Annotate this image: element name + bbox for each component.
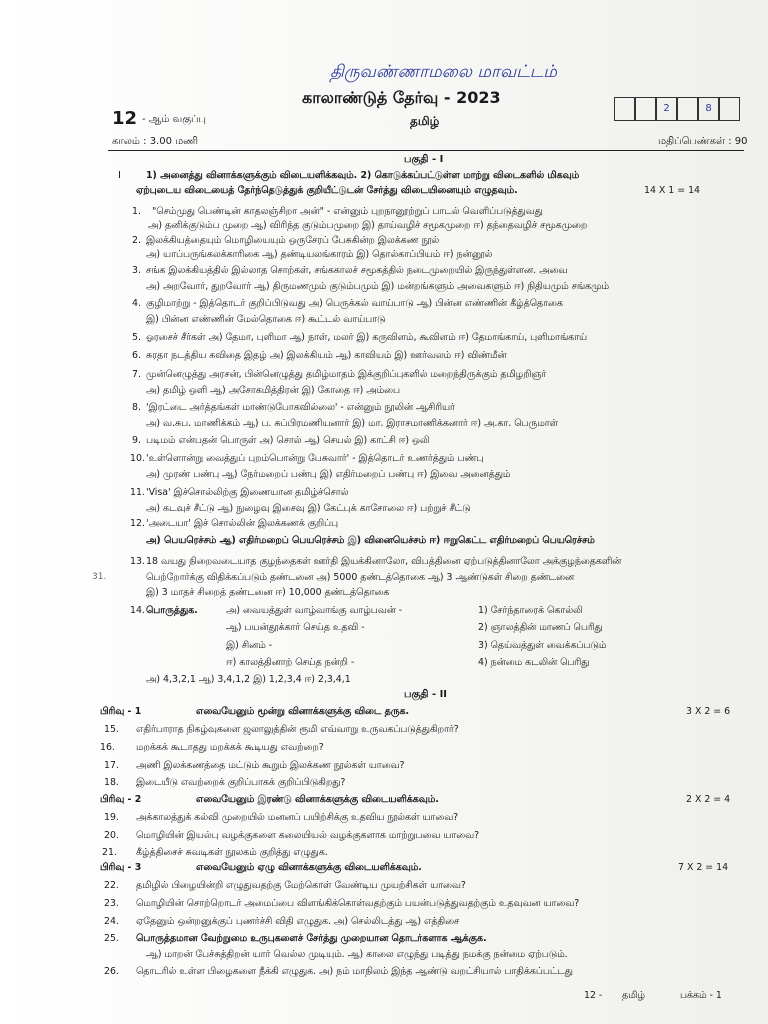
question-text: அக்காலத்துக் கல்வி முறையில் மனனப் பயிற்சிக்கு உதவிய நூல்கள் யாவை? <box>136 812 459 823</box>
question-options: பெற்றோர்க்கு விதிக்கப்படும் தண்டனை அ) 5000 தண்டத்தொகை ஆ) 3 ஆண்டுகள் சிறை தண்டனை <box>146 572 575 583</box>
q-number: 18. <box>104 777 119 788</box>
part1-marks: 14 X 1 = 14 <box>644 185 701 196</box>
q-number: 15. <box>104 724 119 735</box>
regno-box <box>677 97 698 121</box>
question-text: ஓரசைச் சீர்கள் அ) தேமா, புளிமா ஆ) நாள், மலர் இ) கருவிளம், கூவிளம் ஈ) தேமாங்காய், புளிமாங்காய் <box>146 332 588 343</box>
footer-page: பக்கம் - 1 <box>680 990 722 1001</box>
question-text: 'இரட்டை அர்த்தங்கள் மாண்டுபோகவில்லை' - என்னும் நூலின் ஆசிரியர் <box>146 402 455 413</box>
class-label: - ஆம் வகுப்பு <box>142 114 206 125</box>
q-number: 10. <box>130 453 145 464</box>
match-right: 2) ஞாலத்தின் மாணப் பெரிது <box>478 622 603 633</box>
regno-box: 2 <box>656 97 677 121</box>
part1-instruction-1: 1) அனைத்து வினாக்களுக்கும் விடையளிக்கவும். 2) கொடுக்கப்பட்டுள்ள மாற்று விடைகளில் மிகவும் <box>146 170 580 181</box>
question-text: 'Visa' இச்சொல்லிற்கு இணையான தமிழ்ச்சொல் <box>146 487 349 498</box>
question-text: பொருத்துக. <box>146 605 198 616</box>
q-number: 13. <box>130 556 145 567</box>
q-number: 11. <box>130 487 145 498</box>
question-text: சங்க இலக்கியத்தில் இல்லாத சொற்கள், சங்ககாலச் சமூகத்தில் நடைமுறையில் இருந்துள்ளன. அவை <box>146 265 568 276</box>
regno-box <box>635 97 656 121</box>
q-number: 14. <box>130 605 145 616</box>
question-options: ஆ) மாறன் பேச்சுத்திறன் யார் வெல்ல முடியும். ஆ) காலை எழுந்து படித்து நமக்கு நன்மை ஏற்படும். <box>146 949 568 960</box>
part1-instruction-2: ஏற்புடைய விடையைத் தேர்ந்தெடுத்துக் குறியீட்டுடன் சேர்த்து விடையினையும் எழுதவும். <box>136 185 518 196</box>
question-text: மறக்கக் கூடாதது மறக்கக் கூடியது எவற்றை? <box>136 742 324 753</box>
question-options: அ) கடவுச் சீட்டு ஆ) நுழைவு இசைவு இ) கேட்புக் காசோலை ஈ) பற்றுச் சீட்டு <box>146 503 471 514</box>
question-text: குழிமாற்று - இத்தொடர் குறிப்பிடுவது அ) பெருக்கல் வாய்பாடு ஆ) பின்ன எண்ணின் கீழ்த்தொகை <box>146 298 563 309</box>
margin-note: 31. <box>92 572 107 582</box>
footer-class: 12 - <box>584 990 603 1001</box>
question-options: அ) யாப்பருங்கலக்காரிகை ஆ) தண்டியலங்காரம் இ) தொல்காப்பியம் ஈ) நன்னூல் <box>146 249 493 260</box>
match-right: 4) நன்மை கடலின் பெரிது <box>478 657 590 668</box>
class-number: 12 <box>112 108 138 129</box>
section-marks: 3 X 2 = 6 <box>686 706 731 717</box>
question-options: அ) தனிக்குடும்ப முறை ஆ) விரிந்த குடும்பமுறை இ) தாய்வழிச் சமூகமுறை ஈ) தந்தைவழிச் சமூகமுறை <box>148 220 588 231</box>
question-options: இ) பின்ன எண்ணின் மேல்தொகை ஈ) கூட்டல் வாய்பாடு <box>146 314 386 325</box>
q-number: 1. <box>132 206 141 217</box>
question-text: தமிழில் பிழையின்றி எழுதுவதற்கு மேற்கொள் வேண்டிய முயற்சிகள் யாவை? <box>136 880 466 891</box>
section-label: பிரிவு - 3 <box>100 862 142 873</box>
question-options: அ) அறவோர், துறவோர் ஆ) திருமணமும் குடும்பமும் இ) மன்றங்களும் அவைகளும் ஈ) நிதியமும் சங்கமும் <box>146 281 610 292</box>
total-marks: மதிப்பெண்கள் : 90 <box>658 136 748 147</box>
q-number: 4. <box>132 298 141 309</box>
question-text: பொருத்தமான வேற்றுமை உருபுகளைச் சேர்த்து முறையான தொடர்களாக ஆக்குக. <box>136 933 487 944</box>
question-text: எதிர்பாராத நிகழ்வுகளை ஜலாலுத்தின் ரூமி எவ்வாறு உருவகப்படுத்துகிறார்? <box>136 724 459 735</box>
footer-subject: தமிழ் <box>622 990 645 1001</box>
q-number: 23. <box>104 898 119 909</box>
q-number: 26. <box>104 966 119 977</box>
match-left: இ) சினம் - <box>226 640 273 651</box>
question-text: 18 வயது நிறைவடையாத குழந்தைகள் ஊர்தி இயக்கினாலோ, விபத்தினை ஏற்படுத்தினாலோ அக்குழந்தைகளின் <box>146 556 622 567</box>
section-instruction: எவையேனும் ஏழு வினாக்களுக்கு விடையளிக்கவும். <box>196 862 422 873</box>
regno-box <box>614 97 635 121</box>
question-options: அ) முரண் பண்பு ஆ) நேர்மறைப் பண்பு இ) எதிர்மறைப் பண்பு ஈ) இவை அனைத்தும் <box>146 469 511 480</box>
match-left: அ) வையத்துள் வாழ்வாங்கு வாழ்பவன் - <box>226 605 403 616</box>
section-label: பிரிவு - 1 <box>100 706 142 717</box>
subject-title: தமிழ் <box>410 114 440 128</box>
question-text: 'உள்ளொன்று வைத்துப் புறம்பொன்று பேசுவார்' - இத்தொடர் உணர்த்தும் பண்பு <box>146 453 484 464</box>
q-number: 19. <box>104 812 119 823</box>
q-number: 6. <box>132 350 141 361</box>
regno-box: 8 <box>698 97 719 121</box>
section-label: பிரிவு - 2 <box>100 794 142 805</box>
match-right: 1) சேர்ந்தாரைக் கொல்லி <box>478 605 583 616</box>
question-text: மொழியின் சொற்றொடர் அமைப்பை விளங்கிக்கொள்வதற்கும் பயன்படுத்துவதற்கும் உதவுவன யாவை? <box>136 898 580 909</box>
question-text: முன்னெழுத்து அரசன், பின்னெழுத்து தமிழ்மாதம் இக்குறிப்புகளில் மறைந்திருக்கும் தமிழறிஞர் <box>146 369 547 380</box>
section-instruction: எவையேனும் மூன்று வினாக்களுக்கு விடை தருக. <box>196 706 410 717</box>
question-text: அணி இலக்கணத்தை மட்டும் கூறும் இலக்கண நூல்கள் யாவை? <box>136 760 405 771</box>
section-marks: 7 X 2 = 14 <box>678 862 729 873</box>
question-text: ஏதேனும் ஒன்றனுக்குப் புணர்ச்சி விதி எழுதுக. அ) செல்லிடத்து ஆ) எத்திசை <box>136 916 460 927</box>
question-text: இலக்கியத்தையும் மொழியையும் ஒருசேரப் பேசுகின்ற இலக்கண நூல் <box>146 235 440 246</box>
question-text: படிமம் என்பதன் பொருள் அ) சொல் ஆ) செயல் இ) காட்சி ஈ) ஒலி <box>146 435 430 446</box>
part1-heading: பகுதி - I <box>404 154 444 165</box>
question-text: மொழியின் இயல்பு வழக்குகளை கலையியல் வழக்குகளாக மாற்றுபவை யாவை? <box>136 830 480 841</box>
regno-box <box>719 97 740 121</box>
q-number: 21. <box>102 847 117 858</box>
q-number: 8. <box>132 402 141 413</box>
q-number: 3. <box>132 265 141 276</box>
exam-time: காலம் : 3.00 மணி <box>112 136 199 147</box>
q-number: 9. <box>132 435 141 446</box>
q-number: 2. <box>132 235 141 246</box>
q-number: 17. <box>104 760 119 771</box>
match-right: 3) தெய்வத்துள் வைக்கப்படும் <box>478 640 607 651</box>
match-left: ஆ) பயன்தூக்கார் செய்த உதவி - <box>226 622 365 633</box>
question-text: கீழ்த்திசைச் சுவடிகள் நூலகம் குறித்து எழுதுக. <box>136 847 328 858</box>
question-options: அ) தமிழ் ஒளி ஆ) அசோகமித்திரன் இ) கோதை ஈ) அம்பை <box>146 385 401 396</box>
part2-heading: பகுதி - II <box>404 689 448 700</box>
q-number: 20. <box>104 830 119 841</box>
section-marks: 2 X 2 = 4 <box>686 794 731 805</box>
question-text: "செம்முது பெண்டின் காதலஞ்சிறா அன்" - என்னும் புறநானூற்றுப் பாடல் வெளிப்படுத்துவது <box>152 206 543 217</box>
question-options: அ) பெயரெச்சம் ஆ) எதிர்மறைப் பெயரெச்சம் இ) வினையெச்சம் ஈ) ஈறுகெட்ட எதிர்மறைப் பெயரெச்சம் <box>146 535 595 546</box>
question-text: தொடரில் உள்ள பிழைகளை நீக்கி எழுதுக. அ) நம் மாநிலம் இந்த ஆண்டு வறட்சியால் பாதிக்கப்பட்டது <box>136 966 573 977</box>
district-handwriting: திருவண்ணாமலை மாவட்டம் <box>330 62 557 82</box>
part1-roman: I <box>118 170 121 181</box>
exam-title: காலாண்டுத் தேர்வு - 2023 <box>302 88 501 107</box>
q-number: 25. <box>104 933 119 944</box>
question-options: அ) 4,3,2,1 ஆ) 3,4,1,2 இ) 1,2,3,4 ஈ) 2,3,4,1 <box>146 674 351 685</box>
question-options: அ) வ.சுப. மாணிக்கம் ஆ) ப. சுப்பிரமணியனார் இ) மா. இராசமாணிக்கனார் ஈ) அ.கா. பெருமாள் <box>146 418 559 429</box>
q-number: 5. <box>132 332 141 343</box>
header-rule <box>108 150 744 151</box>
question-text: சுரதா நடத்திய கவிதை இதழ் அ) இலக்கியம் ஆ) காவியம் இ) ஊர்வலம் ஈ) விண்மீன் <box>146 350 507 361</box>
match-left: ஈ) காலத்தினாற் செய்த நன்றி - <box>226 657 355 668</box>
q-number: 24. <box>104 916 119 927</box>
question-options-2: இ) 3 மாதச் சிறைத் தண்டனை ஈ) 10,000 தண்டத்தொகை <box>146 587 390 598</box>
q-number: 22. <box>104 880 119 891</box>
q-number: 16. <box>100 742 115 753</box>
q-number: 7. <box>132 369 141 380</box>
q-number: 12. <box>130 518 145 529</box>
section-instruction: எவையேனும் இரண்டு வினாக்களுக்கு விடையளிக்கவும். <box>196 794 439 805</box>
register-number-boxes <box>614 97 740 119</box>
question-text: இடையீடு எவற்றைக் குறிப்பாகக் குறிப்பிடுகிறது? <box>136 777 346 788</box>
question-text: 'அடையா' இச் சொல்லின் இலக்கணக் குறிப்பு <box>146 518 338 529</box>
